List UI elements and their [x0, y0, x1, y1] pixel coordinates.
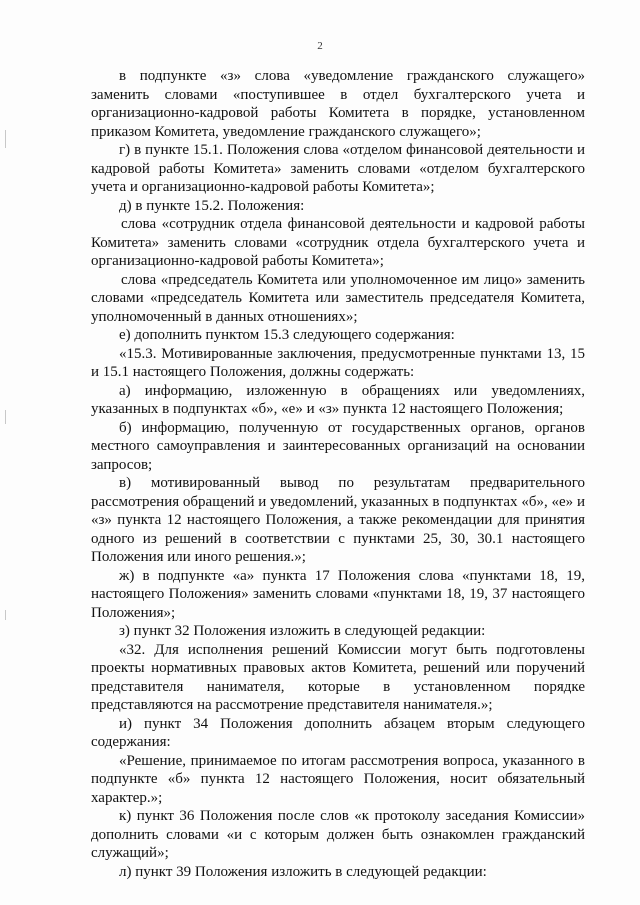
paragraph: «Решение, принимаемое по итогам рассмотрения вопроса, указанного в подпункте «б» пункта 12 настоящего Положения, носит обязательный характер.»;: [91, 752, 585, 806]
paragraph: б) информацию, полученную от государственных органов, органов местного самоуправления и заинтересованных организаций на основании запросов;: [91, 419, 585, 473]
paragraph: в) мотивированный вывод по результатам предварительного рассмотрения обращений и уведомлений, указанных в подпунктах «б», «е» и «з» пункта 12 настоящего Положения, а также рекомендации для принятия одного из решений в соответствии с пунктами 25, 30, 30.1 настоящего Положения или иного решения.»;: [91, 475, 585, 565]
paragraph: «15.3. Мотивированные заключения, предусмотренные пунктами 13, 15 и 15.1 настоящего Положения, должны содержать:: [91, 345, 585, 380]
scan-edge-mark: [5, 410, 6, 424]
document-body: [91, 67, 585, 881]
paragraph: а) информацию, изложенную в обращениях или уведомлениях, указанных в подпунктах «б», «е» и «з» пункта 12 настоящего Положения;: [91, 382, 585, 417]
paragraph: з) пункт 32 Положения изложить в следующей редакции:: [119, 623, 486, 639]
page-number: 2: [317, 40, 323, 52]
paragraph: г) в пункте 15.1. Положения слова «отделом финансовой деятельности и кадровой работы Комитета» заменить словами «отделом бухгалтерского учета и организационно-кадровой работы Комитета»;: [91, 142, 585, 195]
paragraph: ж) в подпункте «а» пункта 17 Положения слова «пунктами 18, 19, настоящего Положения» заменить словами «пунктами 18, 19, 37 настоящего Положения»;: [91, 567, 585, 621]
paragraph: в подпункте «з» слова «уведомление гражданского служащего» заменить словами «поступившее в отдел бухгалтерского учета и организационно-кадровой работы Комитета в порядке, установленном приказом Комитета, уведомление гражданского служащего»;: [91, 68, 585, 140]
scan-edge-mark: [5, 130, 6, 148]
paragraph: л) пункт 39 Положения изложить в следующей редакции:: [119, 863, 487, 880]
paragraph: к) пункт 36 Положения после слов «к протоколу заседания Комиссии» дополнить словами «и с которым должен быть ознакомлен гражданский служащий»;: [91, 808, 585, 861]
paragraph: слова «сотрудник отдела финансовой деятельности и кадровой работы Комитета» заменить словами «сотрудник отдела бухгалтерского учета и организационно-кадровой работы Комитета»;: [91, 216, 585, 269]
paragraph: и) пункт 34 Положения дополнить абзацем вторым следующего содержания:: [91, 715, 585, 750]
paragraph: д) в пункте 15.2. Положения:: [119, 197, 305, 214]
scan-edge-mark: [5, 610, 6, 620]
paragraph: «32. Для исполнения решений Комиссии могут быть подготовлены проекты нормативных правовых актов Комитета, решений или поручений представителя нанимателя, которые в установленном порядке представляются на рассмотрение представителя нанимателя.»;: [91, 641, 585, 713]
paragraph: слова «председатель Комитета или уполномоченное им лицо» заменить словами «председатель Комитета или заместитель председателя Комитета, уполномоченный в данных отношениях»;: [91, 271, 585, 325]
paragraph: е) дополнить пунктом 15.3 следующего содержания:: [119, 327, 455, 343]
